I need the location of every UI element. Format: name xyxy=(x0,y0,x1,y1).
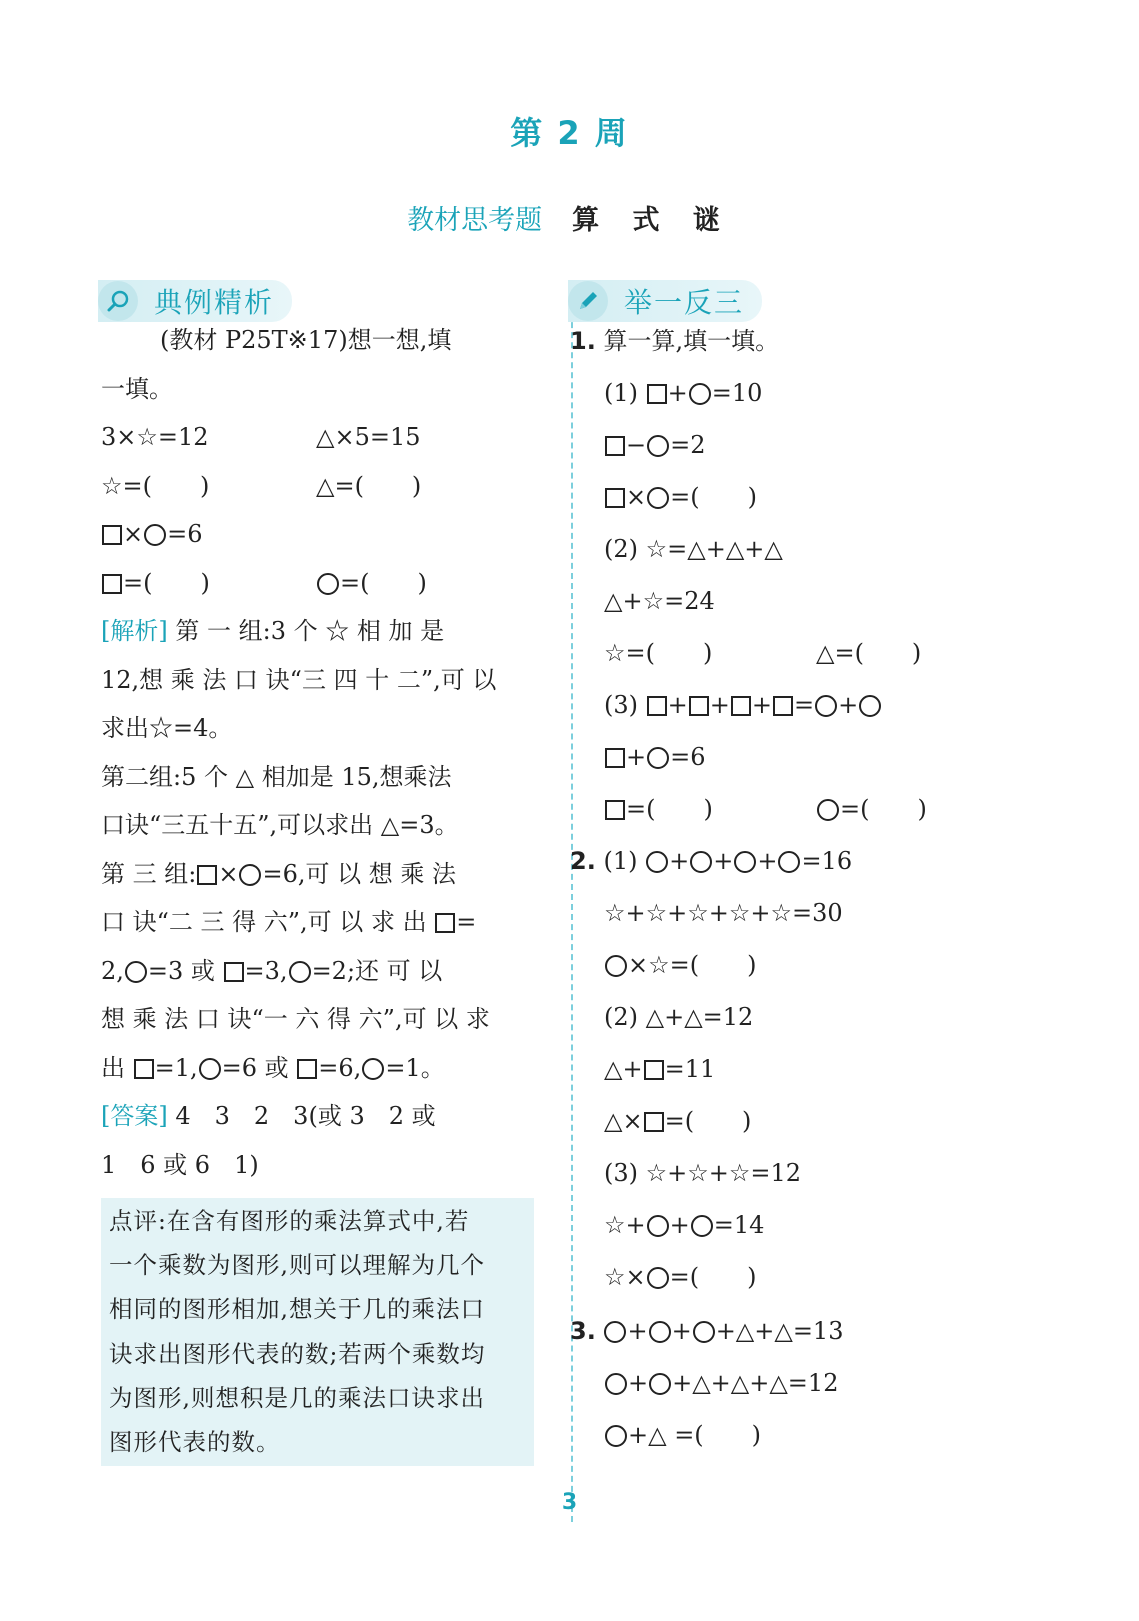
circle-icon xyxy=(289,961,311,983)
analysis-line: 第二组:5 个 △ 相加是 15,想乘法 xyxy=(101,763,452,791)
answer-tag: [答案] xyxy=(101,1102,168,1130)
equation: △+ =11 xyxy=(604,1055,716,1083)
section-title: 典例精析 xyxy=(154,286,275,319)
answer-blank: ☆× =( ) xyxy=(604,1263,757,1291)
equation: △×5=15 xyxy=(316,423,421,451)
square-icon xyxy=(297,1059,317,1079)
circle-icon xyxy=(647,1267,669,1289)
answer-blank: △=( ) xyxy=(316,472,422,500)
review-line: 诀求出图形代表的数;若两个乘数均 xyxy=(109,1340,486,1368)
section-header-practice xyxy=(568,280,762,322)
square-icon xyxy=(605,436,625,456)
square-icon xyxy=(134,1059,154,1079)
topic-name: 算 式 谜 xyxy=(572,205,732,236)
circle-icon xyxy=(647,1215,669,1237)
pencil-icon xyxy=(568,281,608,321)
equation: × =6 xyxy=(101,519,203,549)
answer-blank: +△ =( ) xyxy=(604,1420,761,1450)
circle-icon xyxy=(605,955,627,977)
circle-icon xyxy=(646,851,668,873)
square-icon xyxy=(644,1112,664,1132)
analysis-line: 口 诀“二 三 得 六”,可 以 求 出 = xyxy=(101,908,477,936)
square-icon xyxy=(605,748,625,768)
review-line: 图形代表的数。 xyxy=(109,1428,281,1456)
question-3: 3. + + +△+△=13 xyxy=(570,1317,844,1345)
square-icon xyxy=(647,384,667,404)
circle-icon xyxy=(604,1321,626,1343)
answer-blank: ×☆=( ) xyxy=(604,950,756,980)
answer-blank: × =( ) xyxy=(604,482,757,512)
square-icon xyxy=(605,488,625,508)
review-line: 点评:在含有图形的乘法算式中,若 xyxy=(109,1207,470,1235)
analysis-line: 2, =3 或 =3, =2;还 可 以 xyxy=(101,957,443,985)
problem-intro-line1: (教材 P25T※17)想一想,填 xyxy=(160,326,452,354)
circle-icon xyxy=(859,695,881,717)
review-line: 一个乘数为图形,则可以理解为几个 xyxy=(109,1251,485,1279)
analysis-line: 12,想 乘 法 口 诀“三 四 十 二”,可 以 xyxy=(101,666,497,694)
analysis-line: [解析] 第 一 组:3 个 ☆ 相 加 是 xyxy=(101,617,445,645)
equation: (1) + =10 xyxy=(604,379,763,407)
answer-blank: =( ) xyxy=(101,568,210,598)
review-line: 相同的图形相加,想关于几的乘法口 xyxy=(109,1295,485,1323)
review-box xyxy=(101,1198,534,1466)
equation: (3) ☆+☆+☆=12 xyxy=(604,1159,802,1187)
answer-blank: =( ) xyxy=(816,794,927,824)
square-icon xyxy=(647,696,667,716)
equation: − =2 xyxy=(604,430,706,460)
circle-icon xyxy=(605,1373,627,1395)
answer-blank: △=( ) xyxy=(816,639,922,667)
equation: ☆+ + =14 xyxy=(604,1211,765,1239)
square-icon xyxy=(224,962,244,982)
analysis-line: 口诀“三五十五”,可以求出 △=3。 xyxy=(101,811,459,839)
answer-line: [答案] 4 3 2 3(或 3 2 或 xyxy=(101,1102,436,1130)
question-2: 2. (1) + + + =16 xyxy=(570,847,853,875)
lesson-subtitle xyxy=(0,198,1139,237)
circle-icon xyxy=(647,747,669,769)
circle-icon xyxy=(317,573,339,595)
answer-line: 1 6 或 6 1) xyxy=(101,1151,259,1179)
analysis-line: 想 乘 法 口 诀“一 六 得 六”,可 以 求 xyxy=(101,1005,490,1033)
answer-blank: ☆=( ) xyxy=(604,639,713,667)
answer-blank: =( ) xyxy=(604,794,713,824)
equation: (3) + + + = + xyxy=(604,690,882,720)
question-1: 1. 算一算,填一填。 xyxy=(570,327,780,355)
problem-intro-line2: 一填。 xyxy=(101,375,173,403)
equation: 3×☆=12 xyxy=(101,423,209,451)
page-number: 3 xyxy=(561,1490,578,1515)
circle-icon xyxy=(125,961,147,983)
circle-icon xyxy=(649,1373,671,1395)
circle-icon xyxy=(199,1058,221,1080)
square-icon xyxy=(644,1060,664,1080)
equation: + =6 xyxy=(604,742,706,772)
equation: (2) △+△=12 xyxy=(604,1003,754,1031)
circle-icon xyxy=(734,851,756,873)
square-icon xyxy=(773,696,793,716)
square-icon xyxy=(731,696,751,716)
section-title: 举一反三 xyxy=(624,286,745,319)
analysis-line: 第 三 组: × =6,可 以 想 乘 法 xyxy=(101,860,456,888)
answer-blank: ☆=( ) xyxy=(101,472,210,500)
review-line: 为图形,则想积是几的乘法口诀求出 xyxy=(109,1384,485,1412)
magnifier-icon xyxy=(98,281,138,321)
circle-icon xyxy=(817,799,839,821)
circle-icon xyxy=(815,695,837,717)
topic-label: 教材思考题 xyxy=(407,205,543,236)
circle-icon xyxy=(239,864,261,886)
equation: (2) ☆=△+△+△ xyxy=(604,535,783,563)
circle-icon xyxy=(647,487,669,509)
square-icon xyxy=(435,913,455,933)
circle-icon xyxy=(144,524,166,546)
circle-icon xyxy=(647,435,669,457)
square-icon xyxy=(689,696,709,716)
circle-icon xyxy=(778,851,800,873)
answer-blank: =( ) xyxy=(316,568,427,598)
circle-icon xyxy=(690,851,712,873)
square-icon xyxy=(102,574,122,594)
circle-icon xyxy=(689,383,711,405)
circle-icon xyxy=(605,1425,627,1447)
analysis-tag: [解析] xyxy=(101,617,168,645)
circle-icon xyxy=(362,1058,384,1080)
circle-icon xyxy=(693,1321,715,1343)
circle-icon xyxy=(649,1321,671,1343)
analysis-line: 求出☆=4。 xyxy=(101,714,233,742)
equation: △+☆=24 xyxy=(604,587,715,615)
square-icon xyxy=(605,800,625,820)
square-icon xyxy=(102,525,122,545)
equation: ☆+☆+☆+☆+☆=30 xyxy=(604,899,843,927)
week-title: 第 2 周 xyxy=(510,114,629,152)
square-icon xyxy=(197,865,217,885)
answer-blank: △× =( ) xyxy=(604,1107,752,1135)
equation: + +△+△+△=12 xyxy=(604,1368,838,1398)
circle-icon xyxy=(691,1215,713,1237)
section-header-example xyxy=(98,280,292,322)
analysis-line: 出 =1, =6 或 =6, =1。 xyxy=(101,1054,445,1082)
